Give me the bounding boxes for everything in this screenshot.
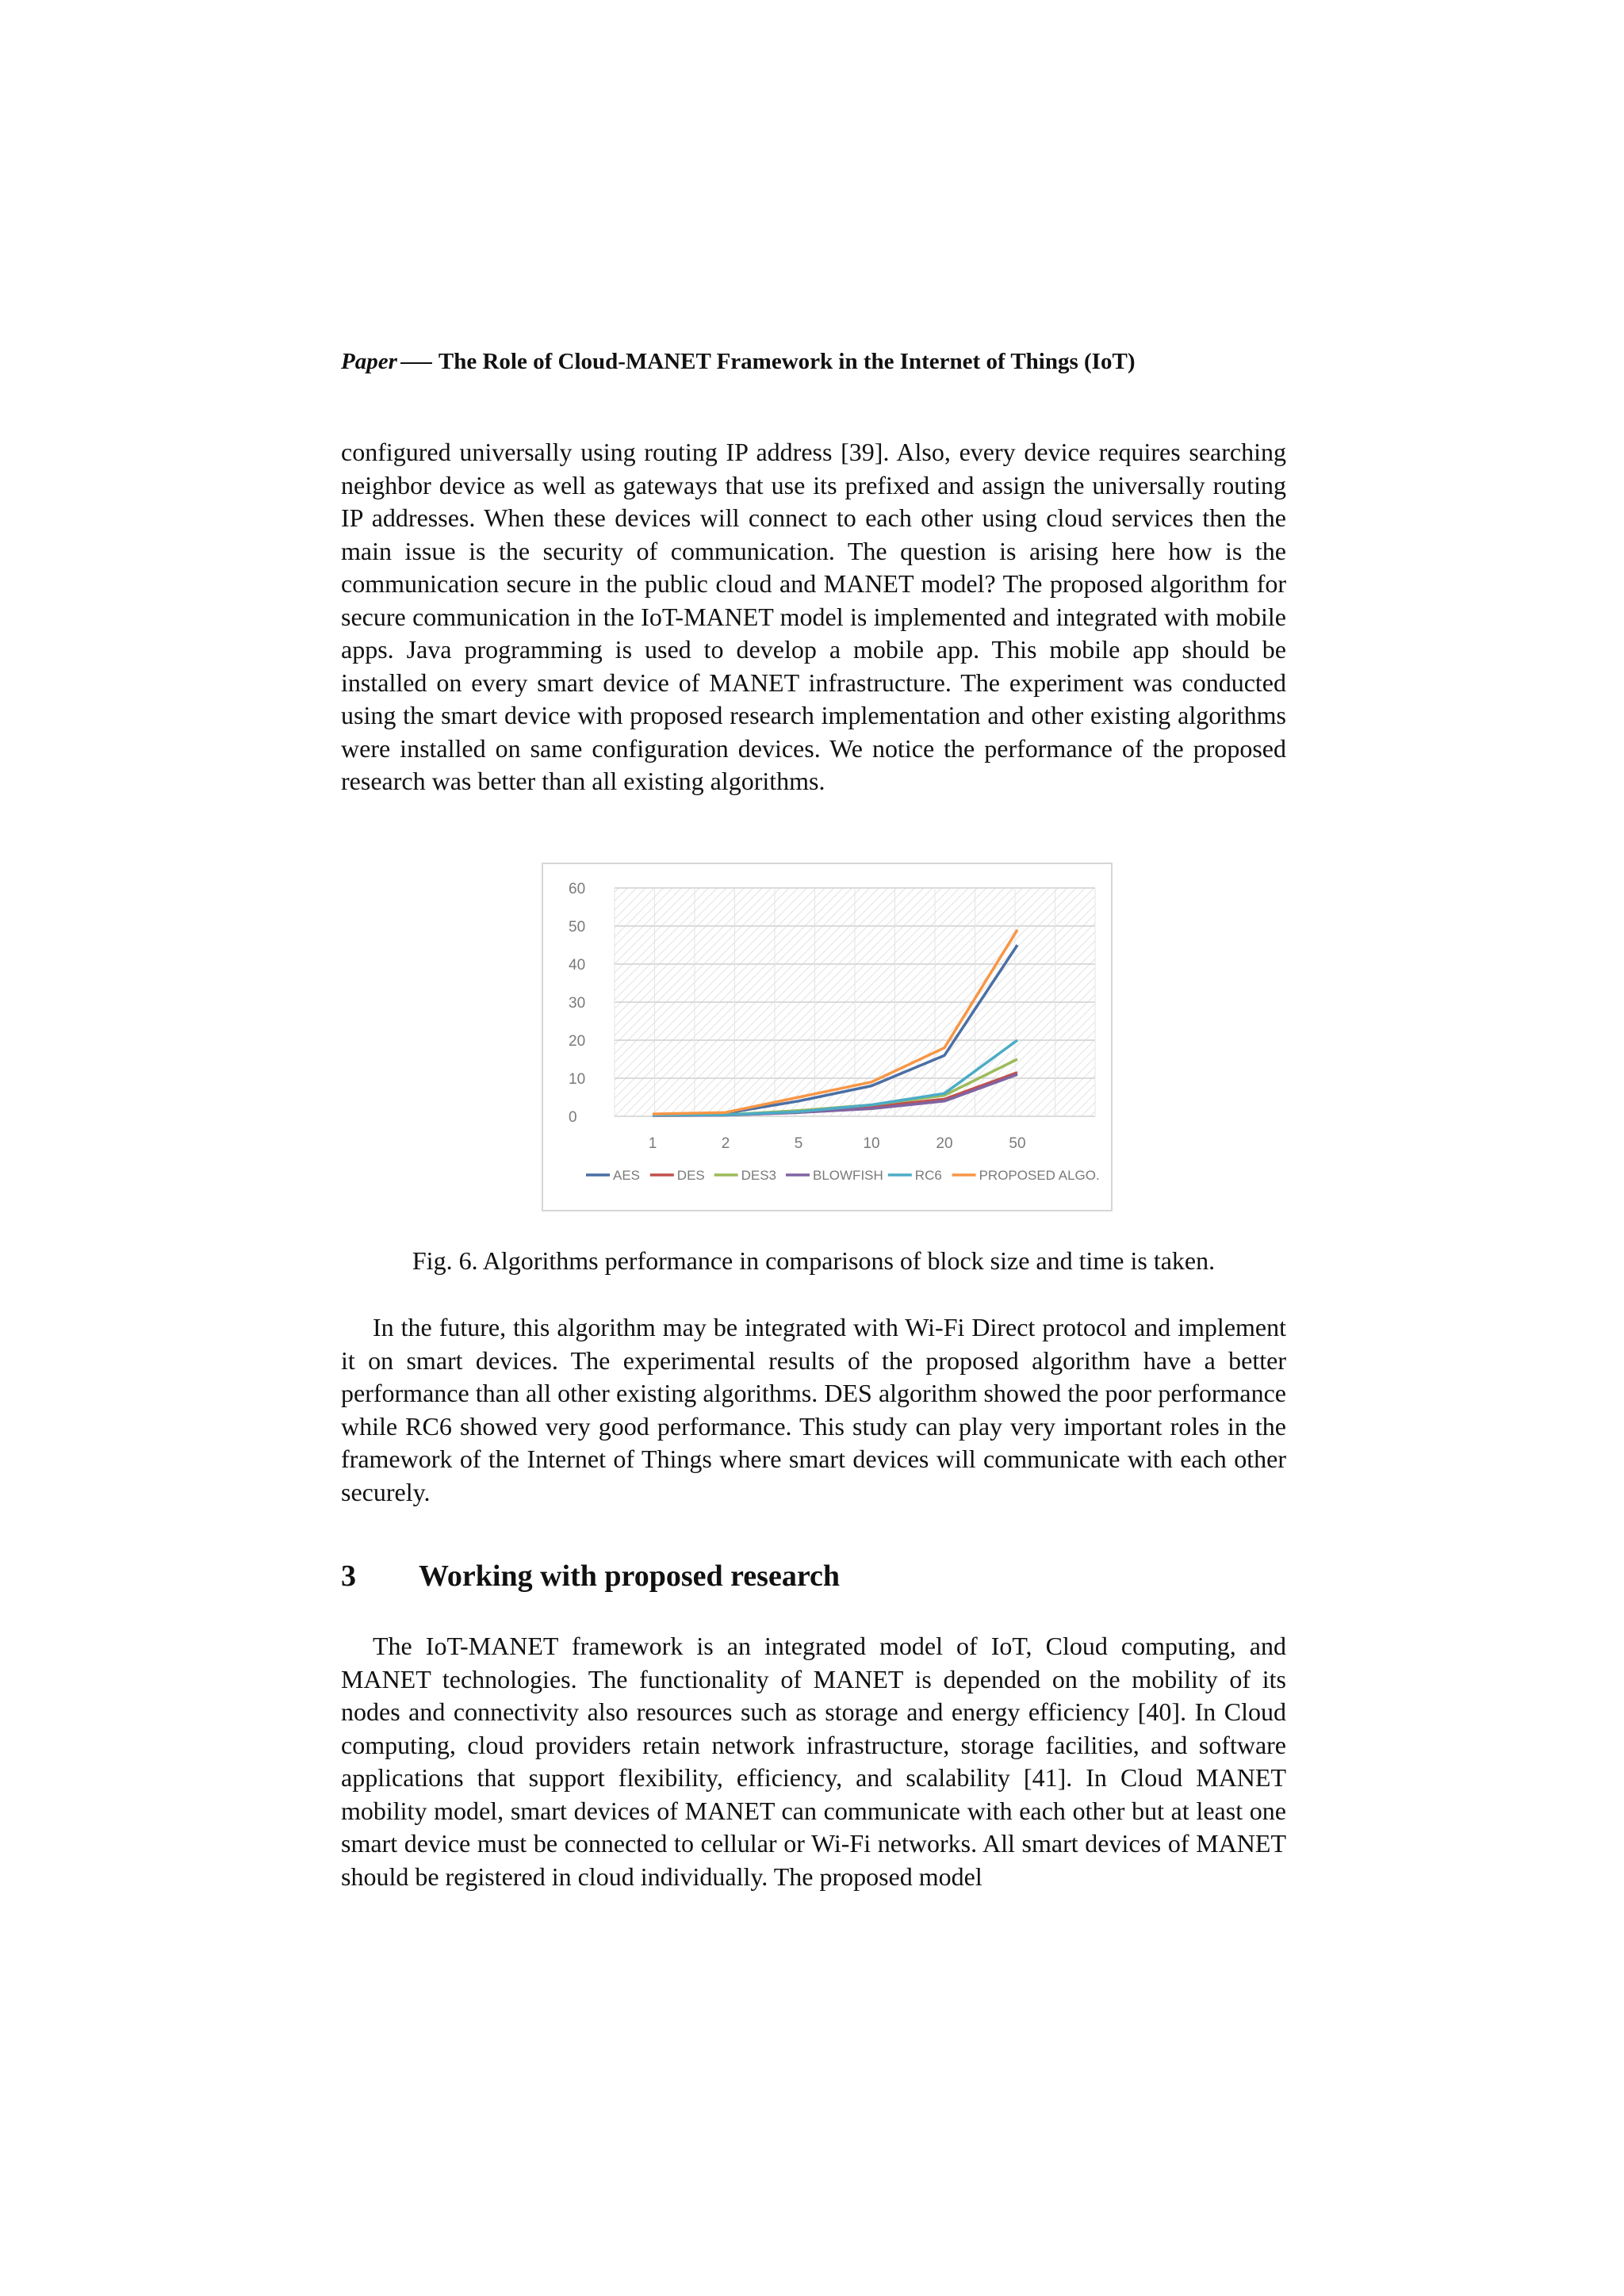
running-head [341,349,1293,375]
x-tick-label: 1 [648,1135,657,1152]
y-tick-label: 10 [569,1071,586,1088]
legend-label: DES [676,1168,705,1183]
x-tick-label: 10 [863,1135,880,1152]
y-tick-label: 20 [569,1033,586,1050]
x-tick-label: 20 [936,1135,953,1152]
paragraph-2: In the future, this algorithm may be integrated with Wi-Fi Direct protocol and implement it on smart devices. The experimental results of the proposed algorithm have a better performance than all other existing algorithms. DES algorithm showed the poor performance while RC6 showed very good performance. This study can play very important roles in the framework of the Internet of Things where smart devices will communicate with each other securely. [341,1313,1286,1506]
y-tick-label: 30 [569,995,586,1012]
x-tick-label: 2 [721,1135,730,1152]
paper-label: Paper [341,349,397,374]
legend-label: RC6 [914,1168,942,1183]
performance-chart [543,864,1111,1210]
section-title: Working with proposed research [419,1559,840,1593]
x-tick-label: 5 [794,1135,803,1152]
figure-caption: Fig. 6. Algorithms performance in comparisons of block size and time is taken. [412,1246,1216,1275]
section-heading [341,1559,840,1594]
figure-6 [542,863,1113,1211]
legend-label: PROPOSED ALGO. [979,1168,1100,1183]
y-tick-label: 60 [569,881,586,897]
header-rule [400,362,432,364]
y-tick-label: 40 [569,957,586,974]
paragraph-1: configured universally using routing IP address [39]. Also, every device requires searching neighbor device as well as gateways that use its prefixed and assign the universally routing IP addresses. When these devices will connect to each other using cloud services then the main issue is the security of communication. The question is arising here how is the communication secure in the public cloud and MANET model? The proposed algorithm for secure communication in the IoT-MANET model is implemented and integrated with mobile apps. Java programming is used to develop a mobile app. This mobile app should be installed on every smart device of MANET infrastructure. The experiment was conducted using the smart device with proposed research implementation and other existing algorithms were installed on same configuration devices. We notice the performance of the proposed research was better than all existing algorithms. [341,438,1286,795]
legend-label: AES [613,1168,641,1183]
paper-title: The Role of Cloud-MANET Framework in the Internet of Things (IoT) [438,349,1136,374]
x-tick-label: 50 [1009,1135,1026,1152]
legend-label: DES3 [741,1168,777,1183]
paragraph-3: The IoT-MANET framework is an integrated model of IoT, Cloud computing, and MANET technologies. The functionality of MANET is depended on the mobility of its nodes and connectivity also resources such as storage and energy efficiency [40]. In Cloud computing, cloud providers retain network infrastructure, storage facilities, and software applications that support flexibility, efficiency, and scalability [41]. In Cloud MANET mobility model, smart devices of MANET can communicate with each other but at least one smart device must be connected to cellular or Wi-Fi networks. All smart devices of MANET should be registered in cloud individually. The proposed model [341,1632,1286,1891]
legend-label: BLOWFISH [813,1168,883,1183]
section-number: 3 [341,1559,356,1593]
y-tick-label: 0 [569,1109,577,1126]
y-tick-label: 50 [569,919,586,936]
